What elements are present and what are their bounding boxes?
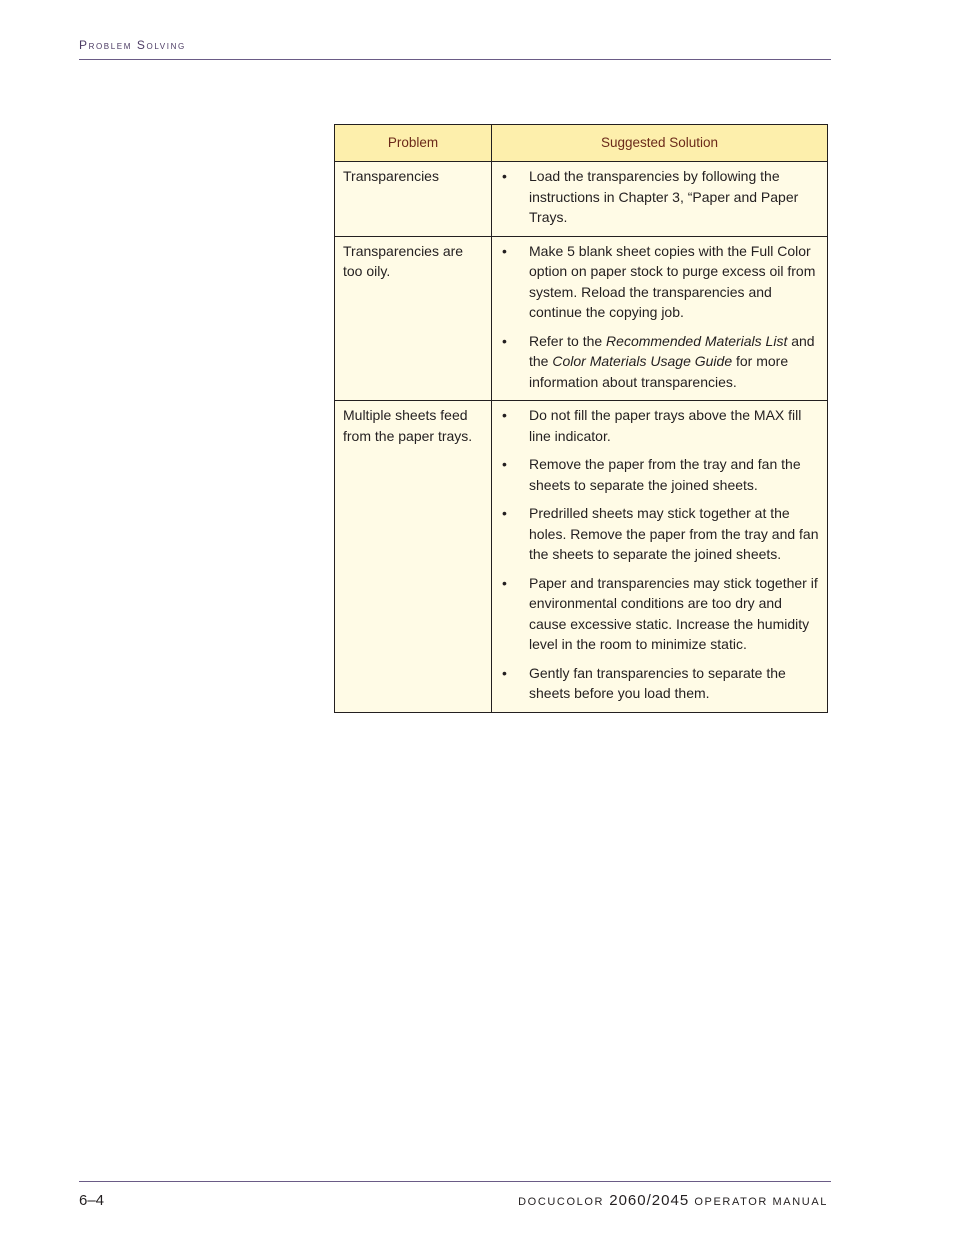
solution-text: Make 5 blank sheet copies with the Full Color option on paper stock to purge excess oil from system. Reload the transparencies and continue the copying job. — [529, 242, 816, 320]
solution-text: Load the transparencies by following the instructions in Chapter 3, “Paper and Paper Trays. — [529, 168, 799, 225]
footer-product: DOCUCOLOR — [518, 1196, 605, 1208]
table-row — [335, 236, 828, 401]
problem-cell: Transparencies are too oily. — [335, 236, 492, 401]
problem-cell: Transparencies — [335, 162, 492, 237]
solution-text: Gently fan transparencies to separate the sheets before you load them. — [529, 664, 786, 701]
solution-text: Do not fill the paper trays above the MAX fill line indicator. — [529, 407, 802, 444]
table-row — [335, 162, 828, 237]
solution-list — [500, 241, 819, 393]
solution-item — [500, 503, 819, 565]
bullet-icon: • — [502, 407, 507, 423]
running-head: Problem Solving — [79, 38, 186, 52]
bullet-icon: • — [502, 574, 507, 591]
bullet-icon: • — [502, 664, 507, 681]
table-row — [335, 401, 828, 713]
solution-cell — [492, 162, 828, 237]
solution-text: Refer to the — [529, 332, 607, 349]
solution-text: Paper and transparencies may stick together if environmental conditions are too dry and cause excessive static. Increase the humidity level in the room to minimize static. — [529, 574, 818, 652]
solution-item — [500, 663, 819, 704]
solution-item — [500, 241, 819, 323]
solution-item — [500, 454, 819, 495]
solution-list — [500, 166, 819, 228]
solution-item — [500, 331, 819, 393]
footer-model: 2060/2045 — [609, 1192, 690, 1209]
solution-text: Predrilled sheets may stick together at the holes. Remove the paper from the tray and fan the sheets to separate the joined sheets. — [529, 505, 819, 562]
bullet-icon: • — [502, 505, 507, 521]
solution-item — [500, 166, 819, 228]
solution-item — [500, 573, 819, 655]
solution-cell — [492, 401, 828, 713]
solution-list — [500, 405, 819, 704]
problem-cell: Multiple sheets feed from the paper trays. — [335, 401, 492, 713]
italic-title: Color Materials Usage Guide — [552, 353, 733, 369]
footer-rule — [79, 1181, 831, 1182]
solution-text: and the — [529, 332, 815, 369]
solution-text: Remove the paper from the tray and fan the sheets to separate the joined sheets. — [529, 456, 801, 493]
bullet-icon: • — [502, 168, 507, 184]
bullet-icon: • — [502, 242, 507, 259]
footer-doc-type: OPERATOR MANUAL — [694, 1196, 828, 1208]
solution-cell — [492, 236, 828, 401]
footer-manual-title — [518, 1192, 828, 1209]
header-rule — [79, 59, 831, 60]
page-number: 6–4 — [79, 1192, 105, 1209]
column-header-problem: Problem — [335, 125, 492, 162]
table-header-row — [335, 125, 828, 162]
solution-item — [500, 405, 819, 446]
bullet-icon: • — [502, 332, 507, 349]
italic-title: Recommended Materials List — [606, 332, 788, 349]
column-header-solution: Suggested Solution — [492, 125, 828, 162]
solution-text: for more information about transparencies. — [529, 353, 789, 390]
bullet-icon: • — [502, 456, 507, 472]
problem-solution-table — [334, 124, 828, 713]
